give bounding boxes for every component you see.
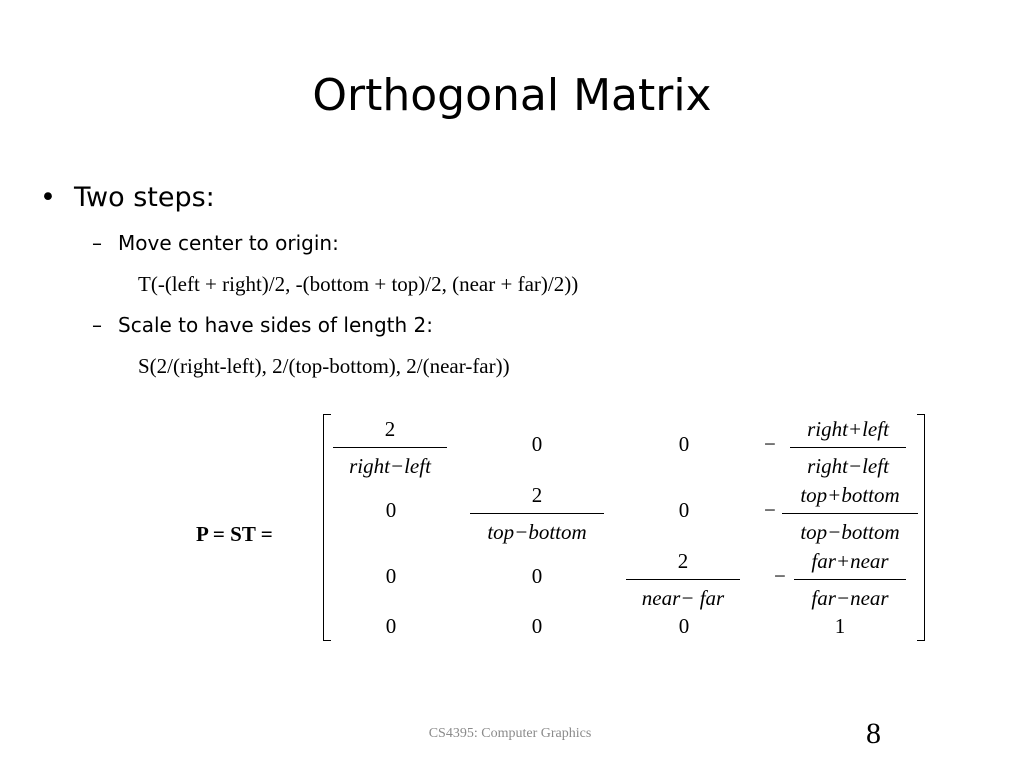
dash-icon: – [92,231,102,255]
sub-bullet-scale [92,311,433,339]
matrix-r1-c1: 2 right−left [333,416,447,479]
bullet-text: Two steps: [74,182,215,213]
matrix-r2-c4: top+bottom top−bottom [782,482,918,545]
equation-label: P = ST = [196,522,273,546]
matrix-r2-c4-sign: − [764,498,776,522]
sub-bullet-text: Move center to origin: [118,231,339,255]
matrix-r3-c2: 0 [531,564,543,588]
matrix-r2-c2: 2 top−bottom [470,482,604,545]
right-bracket [917,414,925,641]
matrix-r4-c1: 0 [385,614,397,638]
bullet-dot-icon: • [40,182,56,213]
matrix-r3-c4: far+near far−near [794,548,906,611]
matrix-r2-c1: 0 [385,498,397,522]
matrix-r2-c3: 0 [678,498,690,522]
sub-bullet-move-center [92,229,339,257]
matrix-r4-c2: 0 [531,614,543,638]
matrix-r4-c3: 0 [678,614,690,638]
translate-formula: T(-(left + right)/2, -(bottom + top)/2, (near + far)/2)) [138,272,579,296]
bullet-two-steps [40,180,215,216]
matrix-r4-c4: 1 [834,614,846,638]
matrix-r1-c2: 0 [531,432,543,456]
footer-course: CS4395: Computer Graphics [428,726,592,741]
scale-formula: S(2/(right-left), 2/(top-bottom), 2/(near-far)) [138,354,510,378]
matrix-r3-c1: 0 [385,564,397,588]
matrix-r1-c4: right+left right−left [790,416,906,479]
sub-bullet-text: Scale to have sides of length 2: [118,313,433,337]
matrix-r3-c3: 2 near− far [626,548,740,611]
slide-title: Orthogonal Matrix [312,70,712,121]
dash-icon: – [92,313,102,337]
matrix-r1-c4-sign: − [764,432,776,456]
matrix-r3-c4-sign: − [774,564,786,588]
page-number: 8 [866,717,881,750]
left-bracket [323,414,331,641]
matrix-r1-c3: 0 [678,432,690,456]
